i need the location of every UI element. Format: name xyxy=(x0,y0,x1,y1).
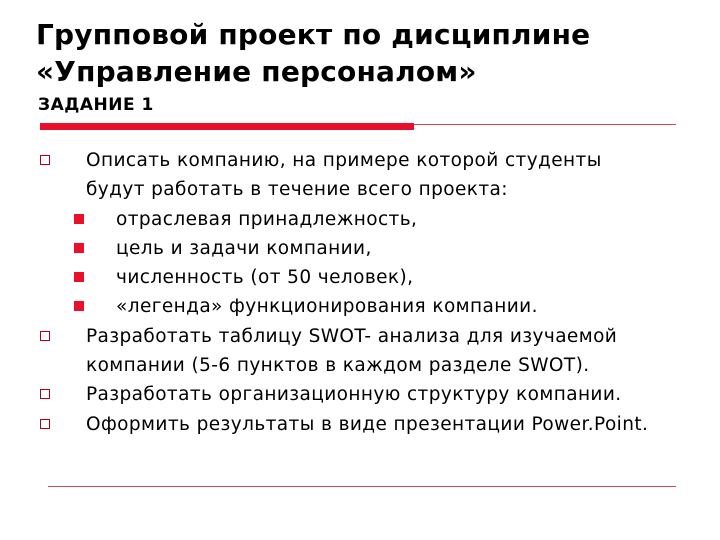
list-item-text: компании (5-6 пунктов в каждом разделе SWOT). xyxy=(86,355,590,377)
hollow-square-bullet-icon xyxy=(40,389,50,399)
sub-list-item xyxy=(0,263,720,292)
sub-list-item-text: «легенда» функционирования компании. xyxy=(116,296,538,318)
list-item-text: Разработать организационную структуру компании. xyxy=(86,384,622,406)
filled-square-bullet-icon xyxy=(74,243,84,253)
slide-title-line-1: Групповой проект по дисциплине xyxy=(36,18,591,51)
header-divider-accent xyxy=(40,123,414,130)
sub-list-item xyxy=(0,292,720,321)
list-item-text: Разработать таблицу SWOT- анализа для изучаемой xyxy=(86,325,618,347)
filled-square-bullet-icon xyxy=(74,272,84,282)
task-list xyxy=(0,146,720,439)
sub-list-item-text: численность (от 50 человек), xyxy=(116,267,414,289)
task-heading: ЗАДАНИЕ 1 xyxy=(38,95,154,115)
filled-square-bullet-icon xyxy=(74,214,84,224)
slide-title-line-2: «Управление персоналом» xyxy=(36,55,477,88)
hollow-square-bullet-icon xyxy=(40,419,50,429)
hollow-square-bullet-icon xyxy=(40,155,50,165)
list-item-text: будут работать в течение всего проекта: xyxy=(86,179,508,201)
sub-list-item-text: цель и задачи компании, xyxy=(116,237,372,259)
slide-title xyxy=(36,16,590,90)
filled-square-bullet-icon xyxy=(74,301,84,311)
sub-list-item-text: отраслевая принадлежность, xyxy=(116,208,418,230)
list-item xyxy=(0,380,720,409)
list-item-text: Описать компанию, на примере которой студенты xyxy=(86,150,602,171)
sub-list-item xyxy=(0,234,720,263)
list-item xyxy=(0,146,720,205)
footer-divider xyxy=(48,486,676,487)
sub-list-item xyxy=(0,205,720,234)
list-item xyxy=(0,322,720,381)
list-item-text: Оформить результаты в виде презентации Power.Point. xyxy=(86,413,649,435)
list-item xyxy=(0,410,720,439)
hollow-square-bullet-icon xyxy=(40,331,50,341)
